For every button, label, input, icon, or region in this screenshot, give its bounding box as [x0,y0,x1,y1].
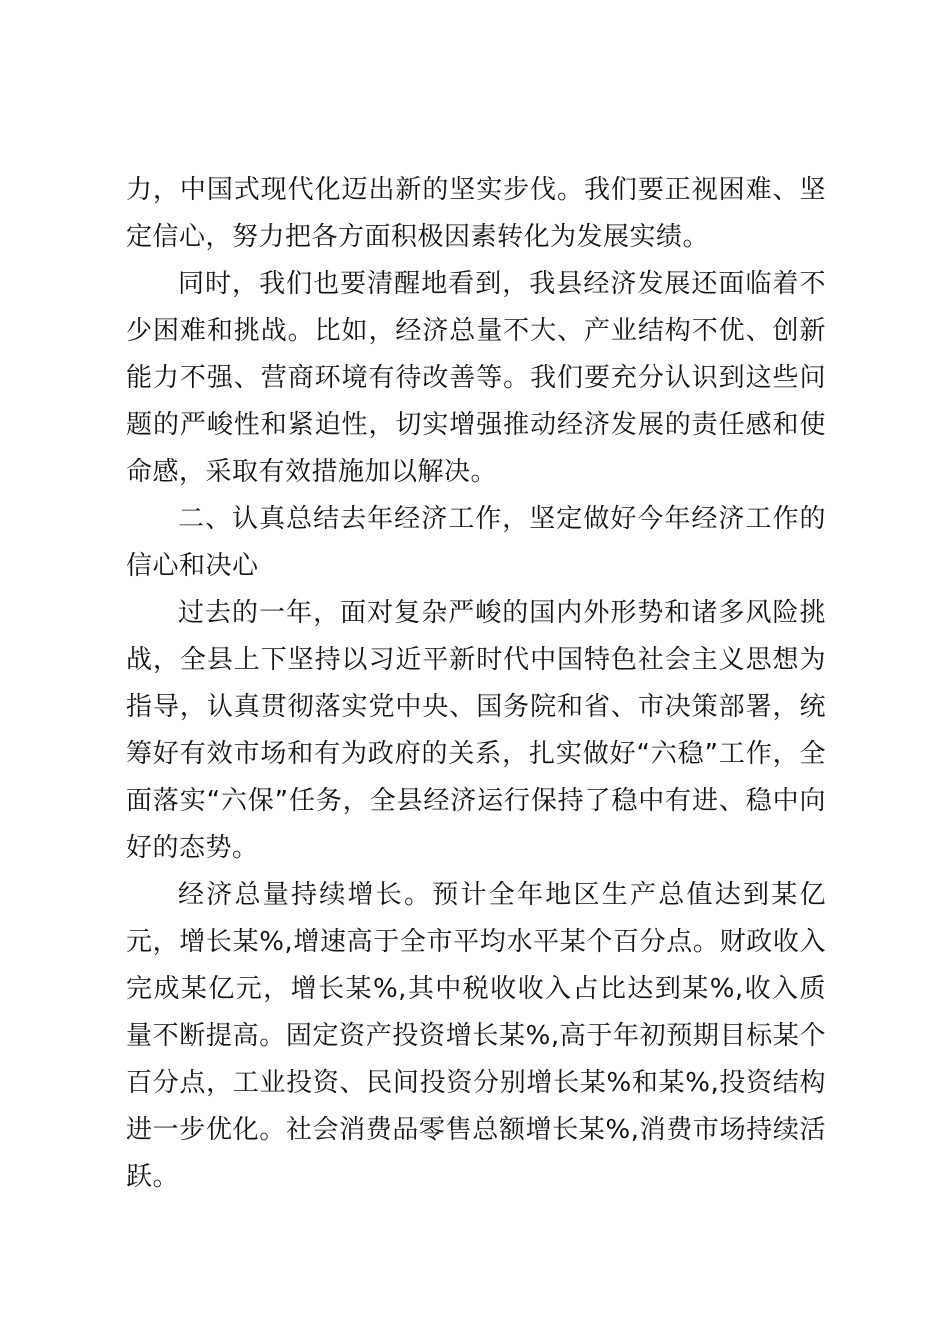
document-body [126,167,826,1201]
paragraph-economic-growth: 经济总量持续增长。预计全年地区生产总值达到某亿元，增长某%,增速高于全市平均水平某个百分点。财政收入完成某亿元，增长某%,其中税收收入占比达到某%,收入质量不断提高。固定资产投资增长某%,高于年初预期目标某个百分点，工业投资、民间投资分别增长某%和某%,投资结构进一步优化。社会消费品零售总额增长某%,消费市场持续活跃。 [126,880,826,1192]
paragraph-continuation: 力，中国式现代化迈出新的坚实步伐。我们要正视困难、坚定信心，努力把各方面积极因素转化为发展实绩。 [126,175,826,252]
paragraph-past-year: 过去的一年，面对复杂严峻的国内外形势和诸多风险挑战，全县上下坚持以习近平新时代中国特色社会主义思想为指导，认真贯彻落实党中央、国务院和省、市决策部署，统筹好有效市场和有为政府的关系，扎实做好“六稳”工作，全面落实“六保”任务，全县经济运行保持了稳中有进、稳中向好的态势。 [126,598,826,863]
paragraph-challenges: 同时，我们也要清醒地看到，我县经济发展还面临着不少困难和挑战。比如，经济总量不大、产业结构不优、创新能力不强、营商环境有待改善等。我们要充分认识到这些问题的严峻性和紧迫性，切实增强推动经济发展的责任感和使命感，采取有效措施加以解决。 [126,269,826,487]
section-heading-two: 二、认真总结去年经济工作，坚定做好今年经济工作的信心和决心 [126,504,826,581]
